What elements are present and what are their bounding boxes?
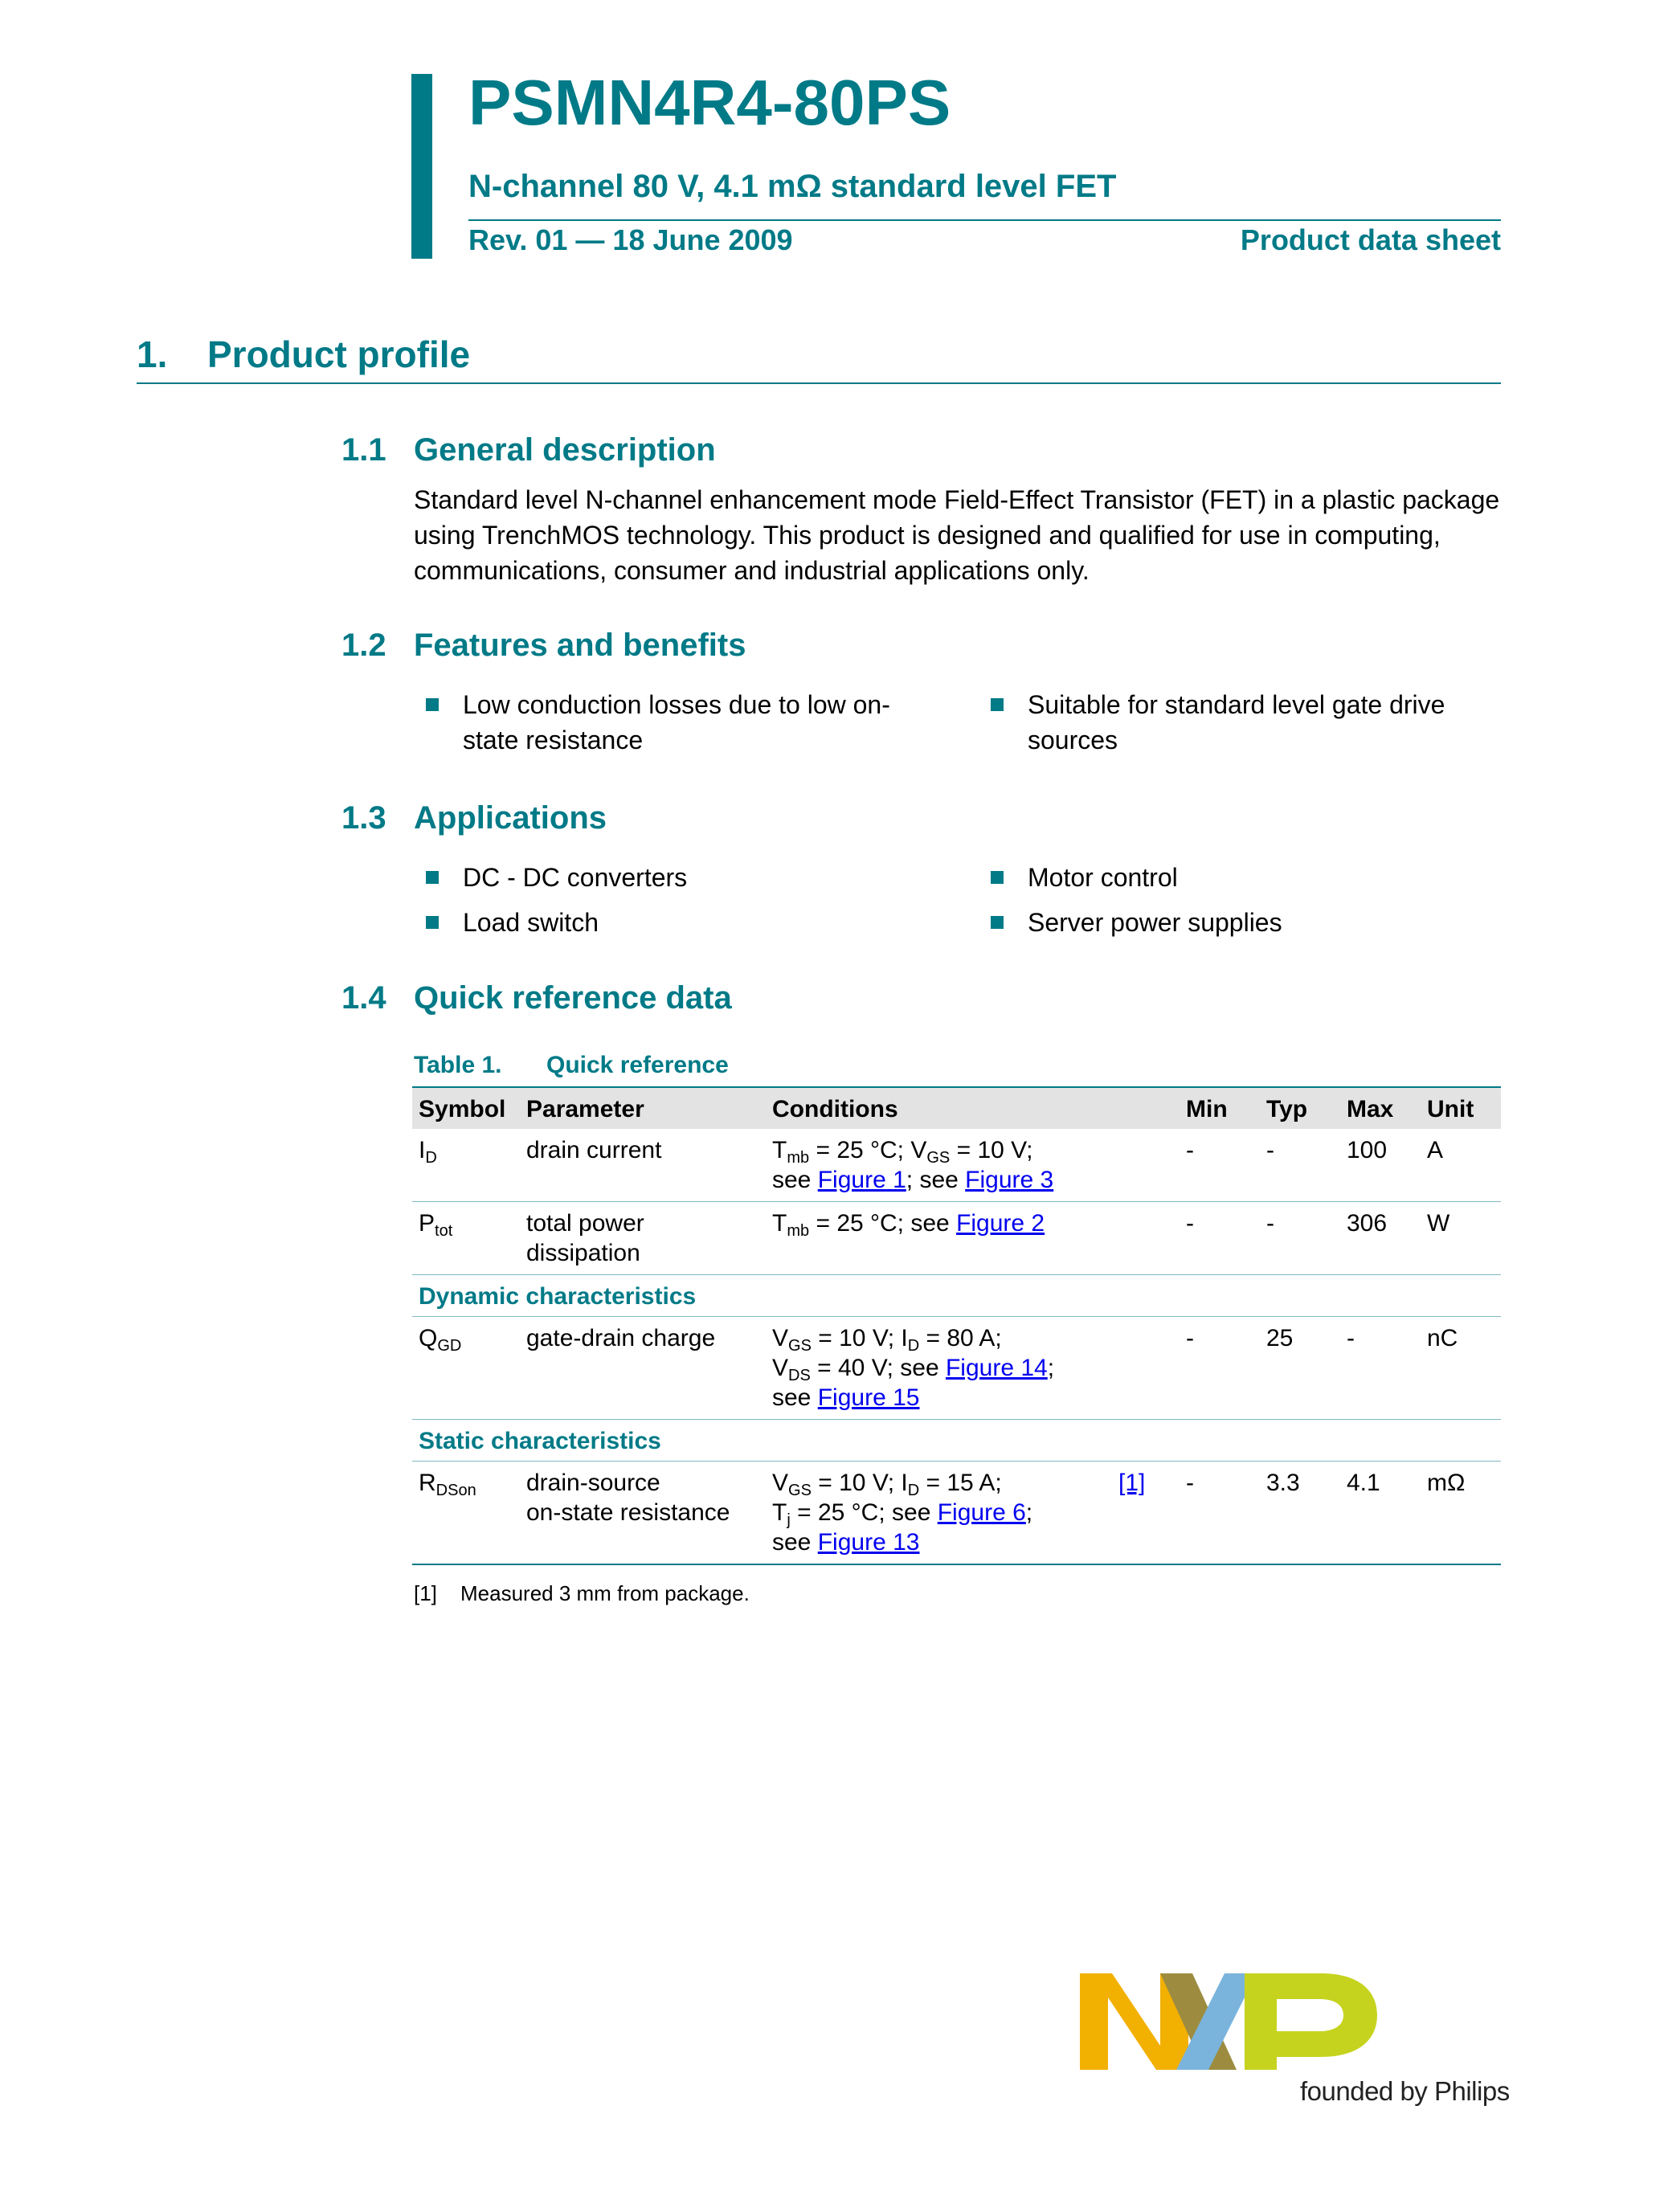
table-title: Quick reference: [546, 1052, 729, 1078]
footnote-ref: [1]: [414, 1581, 437, 1605]
list-item: Load switch: [426, 905, 599, 940]
column-header: Typ: [1260, 1087, 1340, 1129]
subsection-number: 1.2: [341, 628, 386, 663]
table-row: [412, 1202, 1501, 1275]
square-bullet-icon: [426, 698, 439, 711]
general-description-text: Standard level N-channel enhancement mode Field-Effect Transistor (FET) in a plastic package using TrenchMOS technology. This product is designed and qualified for use in computing, communications, consumer and industrial applications only.: [414, 485, 1500, 585]
group-heading-static: Static characteristics: [412, 1420, 1501, 1462]
group-heading-dynamic: Dynamic characteristics: [412, 1275, 1501, 1317]
features-list: [426, 687, 1503, 767]
figure-3-link[interactable]: Figure 3: [965, 1167, 1054, 1193]
typ-cell: -: [1260, 1202, 1340, 1275]
list-item: Low conduction losses due to low on-state resistance: [426, 687, 913, 758]
section-rule: [137, 382, 1501, 384]
min-cell: -: [1180, 1129, 1260, 1202]
subsection-heading-applications: [341, 802, 607, 834]
figure-15-link[interactable]: Figure 15: [817, 1384, 920, 1411]
quick-reference-table: [412, 1086, 1501, 1565]
logo-p-shape: [1245, 1973, 1377, 2070]
conditions-cell: $T_{mb} = 25$ °C; see Figure 2: [766, 1202, 1112, 1275]
unit-cell: A: [1421, 1129, 1501, 1202]
max-cell: 4.1: [1340, 1462, 1421, 1565]
square-bullet-icon: [426, 871, 439, 884]
max-cell: 100: [1340, 1129, 1421, 1202]
table-group-row: [412, 1420, 1501, 1462]
symbol-cell: $Q_{GD}$: [412, 1317, 520, 1420]
table-row: [412, 1129, 1501, 1202]
header-accent-bar: [411, 74, 432, 259]
column-header: Min: [1180, 1087, 1260, 1129]
column-header: Conditions: [766, 1087, 1180, 1129]
document-subtitle: N-channel 80 V, 4.1 mΩ standard level FET: [468, 169, 1117, 204]
list-item: Server power supplies: [991, 905, 1282, 940]
min-cell: -: [1180, 1317, 1260, 1420]
subsection-heading-quick-reference: [341, 982, 732, 1014]
table-label: Table 1.: [414, 1052, 502, 1078]
unit-cell: nC: [1421, 1317, 1501, 1420]
list-item: Suitable for standard level gate drive sources: [991, 687, 1510, 758]
conditions-cell: $V_{GS} = 10$ V; $I_D = 80$ A; $V_{DS} = 40$ V; see Figure 14; see Figure 15: [766, 1317, 1112, 1420]
table-header-row: [412, 1087, 1501, 1129]
typ-cell: -: [1260, 1129, 1340, 1202]
conditions-cell: $T_{mb} = 25$ °C; $V_{GS} = 10$ V; see Figure 1; see Figure 3: [766, 1129, 1112, 1202]
parameter-cell: drain current: [520, 1129, 766, 1202]
column-header: Parameter: [520, 1087, 766, 1129]
subsection-title: General description: [414, 432, 716, 468]
subsection-number: 1.4: [341, 980, 386, 1016]
logo-tagline: founded by Philips: [1300, 2076, 1510, 2106]
max-cell: 306: [1340, 1202, 1421, 1275]
subsection-title: Applications: [414, 800, 607, 836]
figure-13-link[interactable]: Figure 13: [817, 1529, 920, 1556]
subsection-heading-general-description: [341, 434, 716, 466]
subsection-heading-features: [341, 629, 746, 661]
figure-14-link[interactable]: Figure 14: [945, 1355, 1048, 1381]
typ-cell: 25: [1260, 1317, 1340, 1420]
symbol-cell: $P_{tot}$: [412, 1202, 520, 1275]
unit-cell: W: [1421, 1202, 1501, 1275]
footnote-1-link[interactable]: [1]: [1118, 1470, 1146, 1496]
parameter-cell: gate-drain charge: [520, 1317, 766, 1420]
header-rule: [468, 219, 1501, 221]
revision-date: Rev. 01 — 18 June 2009: [468, 223, 793, 256]
table-group-row: [412, 1275, 1501, 1317]
table-footnote: [414, 1581, 750, 1606]
symbol-cell: $I_D$: [412, 1129, 520, 1202]
figure-2-link[interactable]: Figure 2: [956, 1210, 1045, 1237]
subsection-number: 1.1: [341, 432, 386, 468]
note-cell: [1112, 1462, 1180, 1565]
nxp-logo: [1080, 1973, 1401, 2070]
typ-cell: 3.3: [1260, 1462, 1340, 1565]
square-bullet-icon: [991, 871, 1004, 884]
min-cell: -: [1180, 1202, 1260, 1275]
figure-1-link[interactable]: Figure 1: [817, 1167, 906, 1193]
unit-cell: mΩ: [1421, 1462, 1501, 1565]
document-title: PSMN4R4-80PS: [468, 67, 951, 138]
square-bullet-icon: [991, 916, 1004, 929]
subsection-title: Features and benefits: [414, 628, 746, 663]
figure-6-link[interactable]: Figure 6: [937, 1499, 1026, 1526]
table-caption: [414, 1052, 729, 1079]
section-title: Product profile: [207, 333, 471, 375]
list-item: Motor control: [991, 860, 1178, 895]
column-header: Max: [1340, 1087, 1421, 1129]
subsection-title: Quick reference data: [414, 980, 732, 1016]
section-number: 1.: [137, 333, 168, 375]
table-row: [412, 1462, 1501, 1565]
footnote-text: Measured 3 mm from package.: [460, 1581, 750, 1605]
parameter-cell: drain-source on-state resistance: [520, 1462, 766, 1565]
column-header: Symbol: [412, 1087, 520, 1129]
applications-list: [426, 860, 1503, 940]
table-row: [412, 1317, 1501, 1420]
parameter-cell: total power dissipation: [520, 1202, 766, 1275]
square-bullet-icon: [991, 698, 1004, 711]
list-item: DC - DC converters: [426, 860, 687, 895]
square-bullet-icon: [426, 916, 439, 929]
min-cell: -: [1180, 1462, 1260, 1565]
subsection-number: 1.3: [341, 800, 386, 836]
max-cell: -: [1340, 1317, 1421, 1420]
column-header: Unit: [1421, 1087, 1501, 1129]
conditions-cell: $V_{GS} = 10$ V; $I_D = 15$ A; $T_j = 25$ °C; see Figure 6; see Figure 13: [766, 1462, 1112, 1565]
section-heading-product-profile: [137, 333, 471, 375]
symbol-cell: $R_{DSon}$: [412, 1462, 520, 1565]
document-type: Product data sheet: [1240, 223, 1501, 256]
